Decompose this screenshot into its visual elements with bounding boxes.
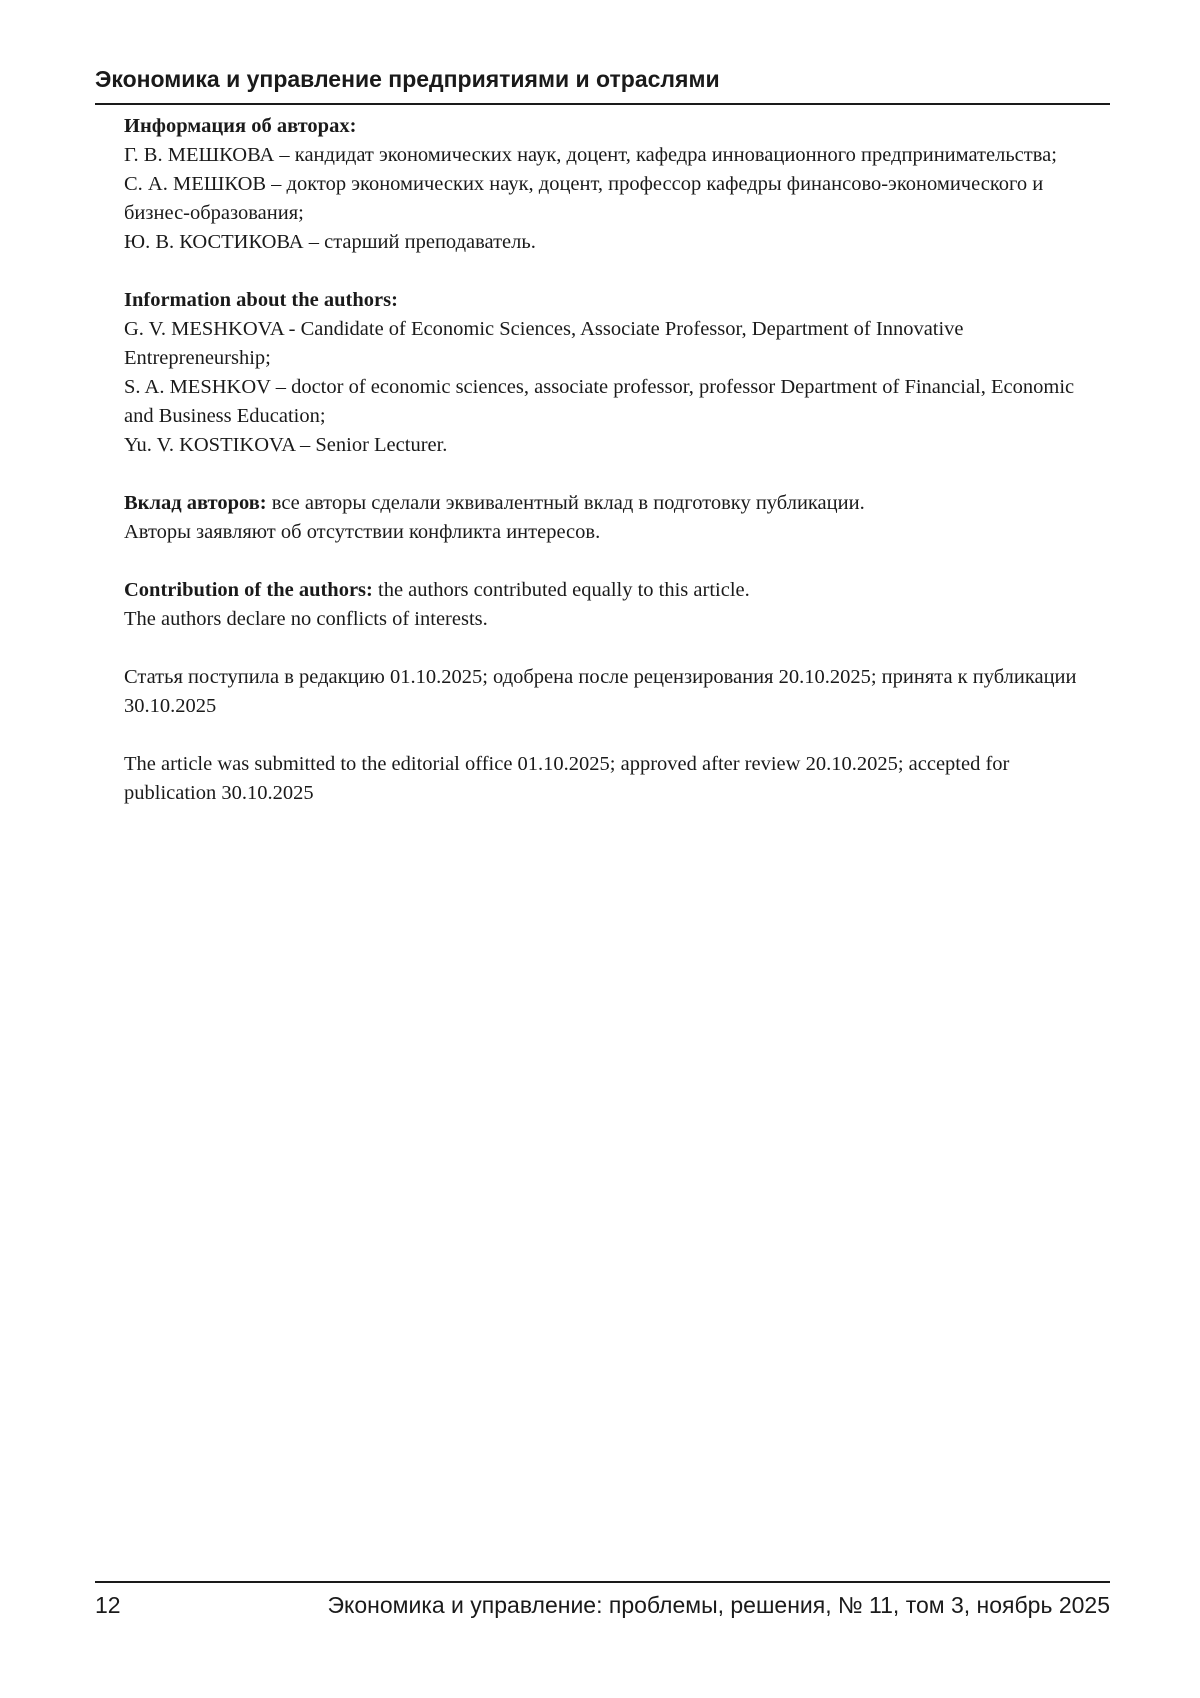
submission-dates-en: The article was submitted to the editorial office 01.10.2025; approved after review 20.10.2025; accepted for publication 30.10.2025: [124, 753, 1010, 804]
contribution-en-text: the authors contributed equally to this article.: [372, 579, 750, 601]
contribution-ru-text: все авторы сделали эквивалентный вклад в подготовку публикации.: [266, 492, 865, 514]
authors-info-ru: [124, 112, 1094, 257]
authors-info-en: [124, 286, 1094, 460]
contribution-ru: [124, 489, 1094, 547]
running-head-title: Экономика и управление предприятиями и отраслями: [95, 66, 720, 92]
author-line: G. V. MESHKOVA - Candidate of Economic Sciences, Associate Professor, Department of Innovative Entrepreneurship;: [124, 318, 964, 369]
contribution-ru-label: Вклад авторов:: [124, 492, 267, 514]
page-number: 12: [95, 1592, 121, 1618]
header-rule: [95, 103, 1110, 105]
authors-info-en-heading: Information about the authors:: [124, 289, 398, 311]
author-line: Г. В. МЕШКОВА – кандидат экономических наук, доцент, кафедра инновационного предпринимательства;: [124, 144, 1057, 166]
spacer: [124, 460, 1094, 489]
contribution-en-label: Contribution of the authors:: [124, 579, 373, 601]
submission-dates-ru: Статья поступила в редакцию 01.10.2025; одобрена после рецензирования 20.10.2025; принята к публикации 30.10.2025: [124, 666, 1077, 717]
author-line: С. А. МЕШКОВ – доктор экономических наук, доцент, профессор кафедры финансово-экономического и бизнес-образования;: [124, 173, 1044, 224]
author-line: Ю. В. КОСТИКОВА – старший преподаватель.: [124, 231, 536, 253]
conflict-statement-en: The authors declare no conflicts of interests.: [124, 608, 488, 630]
spacer: [124, 634, 1094, 663]
contribution-en: [124, 576, 1094, 634]
spacer: [124, 257, 1094, 286]
author-line: S. A. MESHKOV – doctor of economic sciences, associate professor, professor Department of Financial, Economic and Business Education;: [124, 376, 1075, 427]
spacer: [124, 547, 1094, 576]
author-line: Yu. V. KOSTIKOVA – Senior Lecturer.: [124, 434, 448, 456]
journal-footer: Экономика и управление: проблемы, решения, № 11, том 3, ноябрь 2025: [327, 1592, 1110, 1618]
spacer: [124, 721, 1094, 750]
conflict-statement-ru: Авторы заявляют об отсутствии конфликта интересов.: [124, 521, 601, 543]
authors-info-ru-heading: Информация об авторах:: [124, 115, 357, 137]
article-end-matter: [124, 112, 1094, 808]
footer-rule: [95, 1581, 1110, 1583]
